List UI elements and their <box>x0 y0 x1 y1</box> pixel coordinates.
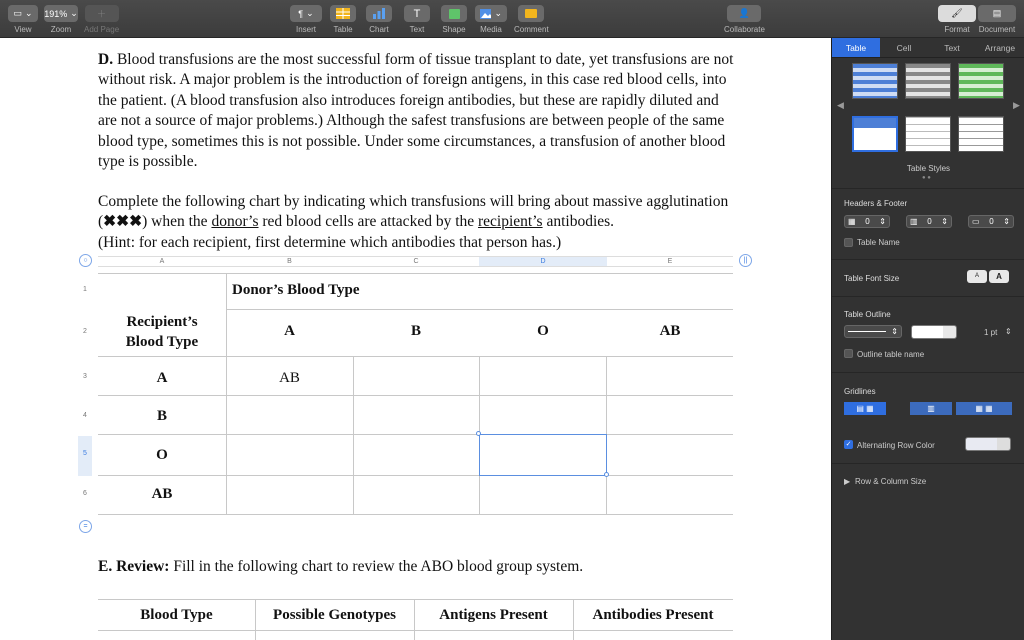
table-gridline <box>353 356 354 514</box>
instructions-text: red blood cells are attacked by the <box>258 213 479 231</box>
table-icon <box>336 8 350 19</box>
section-e-paragraph[interactable] <box>98 557 738 577</box>
toolbar <box>0 0 1024 38</box>
table-outline-label: Table Outline <box>844 310 891 319</box>
row-number-1[interactable]: 1 <box>83 286 87 293</box>
document-icon: ▤ <box>992 8 1002 18</box>
table-styles-label: Table Styles <box>906 164 951 173</box>
stepper-icon: ⇕ <box>1003 217 1010 226</box>
column-header-d[interactable]: D <box>479 256 607 267</box>
format-label: Format <box>944 25 970 34</box>
disclosure-triangle-icon[interactable]: ▶ <box>844 477 851 486</box>
zoom-control[interactable] <box>44 5 78 34</box>
footer-rows-icon: ▭ <box>972 217 980 226</box>
media-icon <box>480 9 491 19</box>
shape-icon <box>449 9 460 19</box>
selected-cell[interactable] <box>479 434 607 476</box>
comment-icon <box>525 9 537 18</box>
table-label: Table <box>333 25 353 34</box>
table-gridline <box>98 356 733 357</box>
donor-word: donor’s <box>211 213 259 231</box>
section-e-heading: E. Review: <box>98 558 170 575</box>
header-columns-stepper[interactable] <box>906 215 952 228</box>
add-page-button <box>85 5 119 22</box>
alternating-row-color-well[interactable] <box>965 437 1011 451</box>
instructions-text: Complete the following chart by indicating which transfusions will bring about massive agglutination ( <box>98 193 729 231</box>
shape-label: Shape <box>442 25 466 34</box>
table-style-2[interactable] <box>905 63 951 99</box>
table-style-1[interactable] <box>852 63 898 99</box>
format-control[interactable] <box>938 5 976 34</box>
table-name-label: Table Name <box>857 238 900 247</box>
insert-control[interactable] <box>290 5 322 34</box>
table-font-size-label: Table Font Size <box>844 274 900 283</box>
table-gridline <box>98 475 733 476</box>
divider <box>832 463 1024 464</box>
table-button[interactable] <box>330 5 356 22</box>
table-gridline <box>226 273 227 514</box>
document-canvas[interactable] <box>0 38 831 640</box>
table-style-4[interactable] <box>852 116 898 152</box>
header-rows-value: 0 <box>865 217 870 226</box>
footer-rows-stepper[interactable] <box>968 215 1014 228</box>
document-label: Document <box>978 25 1016 34</box>
stepper-icon: ⇕ <box>891 327 898 336</box>
person-plus-icon: 👤 <box>738 8 751 18</box>
media-label: Media <box>480 25 502 34</box>
row-number-3[interactable]: 3 <box>83 373 87 380</box>
stepper-icon: ⇕ <box>941 217 948 226</box>
chevron-left-icon[interactable]: ◀ <box>837 100 844 110</box>
media-control[interactable] <box>475 5 507 34</box>
section-e-body: Fill in the following chart to review the ABO blood group system. <box>169 558 584 575</box>
gridlines-vertical-button[interactable]: ▦ ▦ <box>956 402 1012 415</box>
chevron-down-icon: ⌄ <box>24 8 33 18</box>
collaborate-button[interactable] <box>727 5 761 22</box>
table-gridline <box>98 630 733 631</box>
column-header-c[interactable]: C <box>353 256 479 267</box>
outline-width-value[interactable]: 1 pt <box>984 328 998 337</box>
review-header-genotypes: Possible Genotypes <box>273 607 396 623</box>
table-gridline <box>226 309 733 310</box>
footer-rows-value: 0 <box>989 217 994 226</box>
collaborate-control[interactable] <box>724 5 765 34</box>
donor-type-b: B <box>410 323 421 339</box>
view-control[interactable] <box>8 5 38 34</box>
tab-table[interactable]: Table <box>832 38 880 57</box>
chevron-down-icon: ⌄ <box>306 8 314 18</box>
recipient-type-b: B <box>156 408 167 424</box>
recipient-word: recipient’s <box>478 213 543 231</box>
headers-footer-label: Headers & Footer <box>844 199 908 208</box>
chevron-down-icon: ⌄ <box>70 8 78 18</box>
alternating-row-label: Alternating Row Color <box>857 441 935 450</box>
insert-label: Insert <box>295 25 316 34</box>
media-button[interactable] <box>475 5 507 22</box>
hint-text: (Hint: for each recipient, first determine which antibodies that person has.) <box>98 233 562 251</box>
divider <box>832 296 1024 297</box>
section-d-body: Blood transfusions are the most successful form of tissue transplant to date, yet transfusions are not without risk. A major problem is the introduction of foreign antigens, in this case red blood cells, into the patient. (A blood transfusion also introduces foreign antibodies, but these are rapidly diluted and are not a source of major problems.) Although the safest transfusions are between people of the same blood type, sometimes this is not possible. Under some circumstances, a transfusion of another blood type is possible. <box>98 51 734 171</box>
chevron-right-icon[interactable]: ▶ <box>1013 100 1020 110</box>
table-name-checkbox[interactable] <box>844 238 853 247</box>
format-inspector <box>831 38 1024 640</box>
recipient-type-a: A <box>156 370 168 386</box>
chart-button[interactable] <box>366 5 392 22</box>
stepper-icon[interactable]: ⇕ <box>1005 327 1012 336</box>
select-table-handle[interactable]: ○ <box>79 254 92 267</box>
add-column-handle[interactable]: || <box>739 254 752 267</box>
table-control[interactable] <box>330 5 356 34</box>
donor-type-ab: AB <box>659 323 681 339</box>
divider <box>832 259 1024 260</box>
paragraph-icon: ¶ <box>298 8 304 19</box>
row-number-4[interactable]: 4 <box>83 412 87 419</box>
recipient-header-line1: Recipient’s <box>126 314 198 330</box>
page-dots-icon[interactable]: ● ● <box>922 175 931 181</box>
recipient-type-o: O <box>156 447 168 463</box>
table-gridline <box>98 434 733 435</box>
outline-table-name-label: Outline table name <box>857 350 925 359</box>
column-header-b[interactable]: B <box>226 256 353 267</box>
format-button[interactable] <box>938 5 976 22</box>
outline-color-well[interactable] <box>911 325 957 339</box>
column-header-a[interactable]: A <box>98 256 226 267</box>
zoom-button[interactable] <box>44 5 78 22</box>
chart-control[interactable] <box>366 5 392 34</box>
comment-button[interactable] <box>518 5 544 22</box>
row-number-5[interactable]: 5 <box>78 436 92 476</box>
agglutination-marks: ✖✖✖ <box>103 213 143 231</box>
selection-handle-bottom-right[interactable] <box>604 472 609 477</box>
table-cell-filled[interactable]: AB <box>279 370 300 386</box>
recipient-type-ab: AB <box>151 486 173 502</box>
chevron-down-icon: ⌄ <box>494 8 502 18</box>
plus-icon: ＋ <box>97 9 107 19</box>
table-style-5[interactable] <box>905 116 951 152</box>
shape-control[interactable] <box>441 5 467 34</box>
alternating-row-checkbox[interactable]: ✓ <box>845 441 852 448</box>
zoom-value: 191% <box>44 8 68 19</box>
stepper-icon: ⇕ <box>879 217 886 226</box>
review-header-antibodies: Antibodies Present <box>592 607 714 623</box>
table-style-3[interactable] <box>958 63 1004 99</box>
outline-style-popup[interactable] <box>844 325 902 338</box>
tab-cell[interactable]: Cell <box>896 43 912 53</box>
comment-control[interactable] <box>514 5 549 34</box>
row-column-size-label[interactable]: Row & Column Size <box>855 477 927 486</box>
text-button[interactable] <box>404 5 430 22</box>
table-style-6[interactable] <box>958 116 1004 152</box>
header-rows-icon: ▦ <box>848 217 856 226</box>
header-columns-value: 0 <box>927 217 932 226</box>
table-border <box>98 514 733 515</box>
selection-handle-top-left[interactable] <box>476 431 481 436</box>
text-icon: T <box>413 7 421 20</box>
divider <box>832 372 1024 373</box>
outline-table-name-checkbox[interactable] <box>844 349 853 358</box>
donor-header: Donor’s Blood Type <box>232 282 360 298</box>
gridlines-header-button[interactable]: ▥ <box>910 402 952 415</box>
row-number-2[interactable]: 2 <box>83 328 87 335</box>
text-control[interactable] <box>404 5 430 34</box>
instructions-text: antibodies. <box>542 213 615 231</box>
header-rows-stepper[interactable] <box>844 215 890 228</box>
collaborate-label: Collaborate <box>724 25 765 34</box>
gridlines-horizontal-button[interactable]: ▤ ▦ <box>844 402 886 415</box>
header-columns-icon: ▥ <box>910 217 918 226</box>
tab-text[interactable]: Text <box>944 43 960 53</box>
chart-label: Chart <box>369 25 389 34</box>
document-control[interactable] <box>978 5 1016 34</box>
tab-arrange[interactable]: Arrange <box>984 43 1016 53</box>
recipient-header-line2: Blood Type <box>125 334 199 350</box>
column-header-e[interactable]: E <box>607 256 733 267</box>
chart-icon <box>372 8 386 19</box>
add-page-label: Add Page <box>84 25 120 34</box>
text-label: Text <box>409 25 425 34</box>
inspector-tabs <box>832 38 1024 58</box>
gridlines-label: Gridlines <box>844 387 876 396</box>
sidebar-icon: ▭ <box>13 8 22 18</box>
line-style-icon <box>848 331 886 332</box>
insert-button[interactable] <box>290 5 322 22</box>
divider <box>832 188 1024 189</box>
comment-label: Comment <box>514 25 549 34</box>
paintbrush-icon: 🖌 <box>951 8 963 18</box>
view-button[interactable] <box>8 5 38 22</box>
increase-font-button[interactable]: A <box>989 270 1009 283</box>
add-row-handle[interactable]: = <box>79 520 92 533</box>
zoom-label: Zoom <box>50 25 72 34</box>
shape-button[interactable] <box>441 5 467 22</box>
view-label: View <box>14 25 32 34</box>
section-d-paragraph[interactable] <box>98 50 738 172</box>
add-page-control <box>84 5 119 34</box>
instructions-paragraph[interactable] <box>98 192 738 253</box>
table-border <box>98 273 733 274</box>
donor-type-a: A <box>284 323 295 339</box>
table-border <box>98 599 733 600</box>
instructions-text: ) when the <box>142 213 212 231</box>
row-number-6[interactable]: 6 <box>83 490 87 497</box>
table-gridline <box>98 395 733 396</box>
document-button[interactable] <box>978 5 1016 22</box>
section-d-heading: D. <box>98 51 114 68</box>
donor-type-o: O <box>537 323 549 339</box>
review-header-antigens: Antigens Present <box>439 607 548 623</box>
decrease-font-button[interactable]: A <box>967 270 987 283</box>
review-header-blood-type: Blood Type <box>140 607 213 623</box>
